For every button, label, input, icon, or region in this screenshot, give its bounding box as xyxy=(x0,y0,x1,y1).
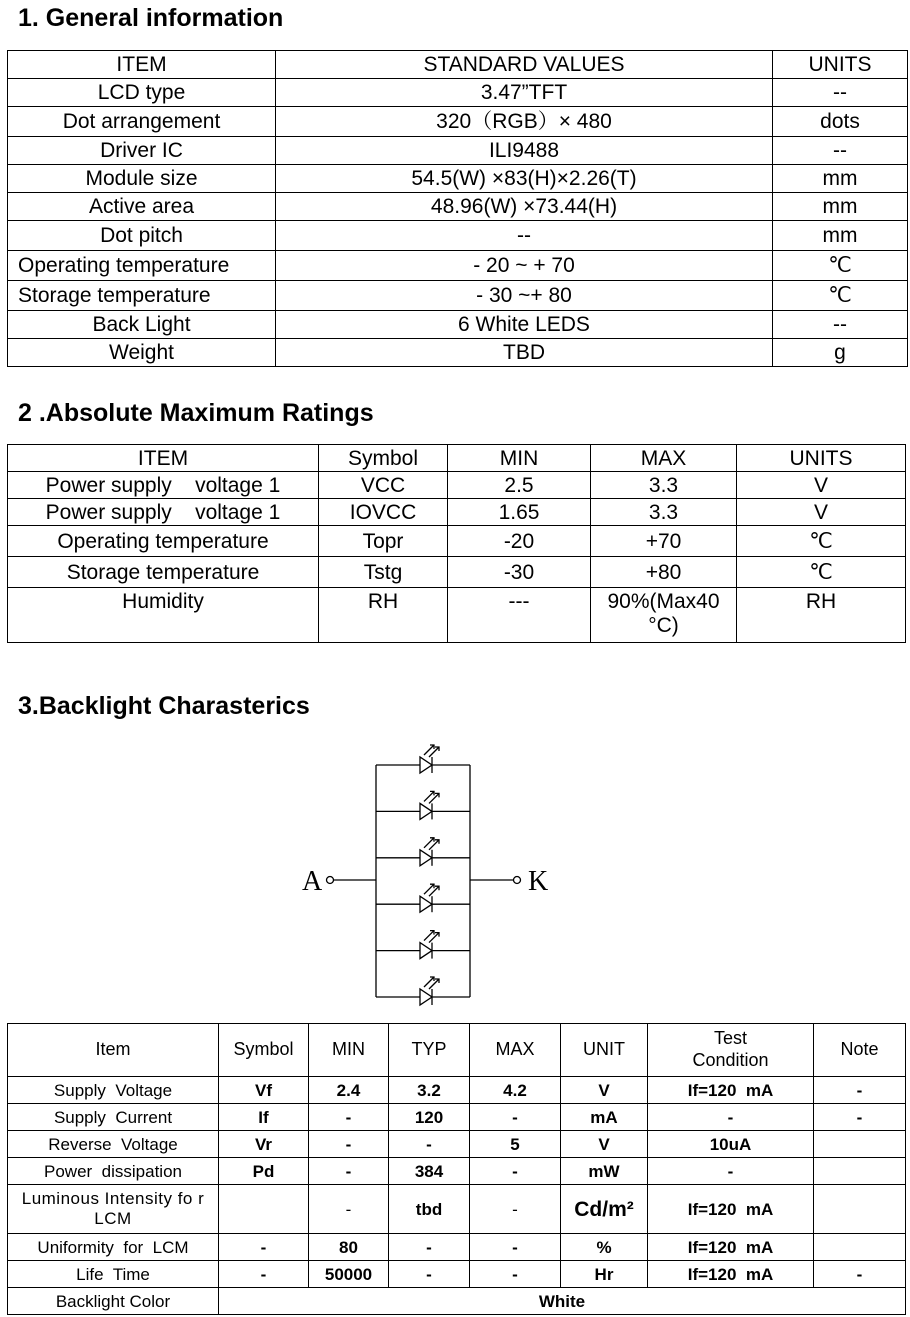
item-cell: Supply Voltage xyxy=(8,1077,219,1104)
section1-title: 1. General information xyxy=(18,4,284,32)
note-cell: - xyxy=(814,1261,906,1288)
item-cell: Storage temperature xyxy=(8,557,319,588)
symbol-cell: - xyxy=(219,1234,309,1261)
header-cell: UNITS xyxy=(773,51,908,79)
unit-cell: V xyxy=(737,499,906,526)
led-diode-icon xyxy=(420,989,432,1005)
condition-cell: If=120 mA xyxy=(648,1234,814,1261)
unit-cell: V xyxy=(561,1131,648,1158)
led-array xyxy=(376,745,470,1005)
typ-cell: - xyxy=(389,1131,470,1158)
item-cell: Back Light xyxy=(8,311,276,339)
table-row xyxy=(8,79,908,107)
item-cell: Driver IC xyxy=(8,137,276,165)
table-row xyxy=(8,1288,906,1315)
value-cell: - 20 ~ + 70 xyxy=(276,251,773,281)
item-cell: Life Time xyxy=(8,1261,219,1288)
header-cell: TYP xyxy=(389,1024,470,1077)
header-cell: MIN xyxy=(448,445,591,472)
symbol-cell: Topr xyxy=(319,526,448,557)
note-cell: - xyxy=(814,1077,906,1104)
min-cell: - xyxy=(309,1104,389,1131)
table-row xyxy=(8,1185,906,1234)
header-cell: Note xyxy=(814,1024,906,1077)
min-cell: 1.65 xyxy=(448,499,591,526)
item-cell: Weight xyxy=(8,339,276,367)
led-diode-icon xyxy=(420,803,432,819)
table-row xyxy=(8,526,906,557)
header-cell: MAX xyxy=(591,445,737,472)
max-cell: - xyxy=(470,1158,561,1185)
min-cell: 2.4 xyxy=(309,1077,389,1104)
table-row xyxy=(8,165,908,193)
value-cell: -- xyxy=(276,221,773,251)
max-cell: 4.2 xyxy=(470,1077,561,1104)
symbol-cell: IOVCC xyxy=(319,499,448,526)
value-cell: TBD xyxy=(276,339,773,367)
led-diode-icon xyxy=(420,850,432,866)
led-diode-icon xyxy=(420,896,432,912)
item-cell: Reverse Voltage xyxy=(8,1131,219,1158)
max-cell: - xyxy=(470,1261,561,1288)
unit-cell: g xyxy=(773,339,908,367)
unit-cell: ℃ xyxy=(737,526,906,557)
header-cell: Symbol xyxy=(219,1024,309,1077)
unit-cell: Cd/m² xyxy=(561,1185,648,1234)
unit-cell: Hr xyxy=(561,1261,648,1288)
symbol-cell: VCC xyxy=(319,472,448,499)
cathode-label: K xyxy=(528,866,549,897)
unit-cell: V xyxy=(561,1077,648,1104)
table-header-row xyxy=(8,1024,906,1077)
condition-cell: 10uA xyxy=(648,1131,814,1158)
unit-cell: mm xyxy=(773,165,908,193)
item-cell: Operating temperature xyxy=(8,526,319,557)
header-cell: MAX xyxy=(470,1024,561,1077)
item-cell: LCD type xyxy=(8,79,276,107)
table-header-row xyxy=(8,445,906,472)
symbol-cell: If xyxy=(219,1104,309,1131)
note-cell xyxy=(814,1131,906,1158)
table-row xyxy=(8,281,908,311)
min-cell: 80 xyxy=(309,1234,389,1261)
unit-cell: dots xyxy=(773,107,908,137)
symbol-cell: Vr xyxy=(219,1131,309,1158)
unit-cell: ℃ xyxy=(737,557,906,588)
condition-cell: - xyxy=(648,1104,814,1131)
table-row xyxy=(8,1261,906,1288)
item-cell: Power dissipation xyxy=(8,1158,219,1185)
backlight-circuit-diagram xyxy=(290,735,560,1010)
max-cell: - xyxy=(470,1104,561,1131)
symbol-cell: Tstg xyxy=(319,557,448,588)
symbol-cell: Pd xyxy=(219,1158,309,1185)
header-cell: Test Condition xyxy=(648,1024,814,1077)
table-row xyxy=(8,137,908,165)
table-row xyxy=(8,251,908,281)
max-cell: - xyxy=(470,1234,561,1261)
backlight-characteristics-table xyxy=(7,1023,906,1315)
min-cell: - xyxy=(309,1185,389,1234)
item-cell: Dot arrangement xyxy=(8,107,276,137)
max-cell: +70 xyxy=(591,526,737,557)
typ-cell: - xyxy=(389,1234,470,1261)
item-cell: Dot pitch xyxy=(8,221,276,251)
backlight-color-value: White xyxy=(219,1288,906,1315)
unit-cell: ℃ xyxy=(773,281,908,311)
item-cell: Humidity xyxy=(8,588,319,643)
anode-label: A xyxy=(302,866,323,897)
value-cell: ILI9488 xyxy=(276,137,773,165)
header-cell: Item xyxy=(8,1024,219,1077)
table-row xyxy=(8,499,906,526)
header-cell: UNIT xyxy=(561,1024,648,1077)
condition-cell: If=120 mA xyxy=(648,1185,814,1234)
unit-cell: mm xyxy=(773,193,908,221)
table-row xyxy=(8,588,906,643)
condition-cell: If=120 mA xyxy=(648,1077,814,1104)
wire-cathode xyxy=(470,877,521,884)
min-cell: - xyxy=(309,1131,389,1158)
wire-anode xyxy=(327,877,377,884)
led-diode-icon xyxy=(420,943,432,959)
value-cell: 6 White LEDS xyxy=(276,311,773,339)
item-cell: Luminous Intensity fo r LCM xyxy=(8,1185,219,1234)
table-row xyxy=(8,472,906,499)
header-cell: UNITS xyxy=(737,445,906,472)
unit-cell: -- xyxy=(773,311,908,339)
unit-cell: -- xyxy=(773,137,908,165)
symbol-cell: - xyxy=(219,1261,309,1288)
min-cell: 50000 xyxy=(309,1261,389,1288)
max-cell: 3.3 xyxy=(591,499,737,526)
table-row xyxy=(8,311,908,339)
general-info-table xyxy=(7,50,908,367)
max-cell: +80 xyxy=(591,557,737,588)
value-cell: 54.5(W) ×83(H)×2.26(T) xyxy=(276,165,773,193)
min-cell: - xyxy=(309,1158,389,1185)
header-cell: ITEM xyxy=(8,51,276,79)
table-row xyxy=(8,107,908,137)
note-cell xyxy=(814,1234,906,1261)
item-cell: Supply Current xyxy=(8,1104,219,1131)
unit-cell: V xyxy=(737,472,906,499)
led-diode-icon xyxy=(420,757,432,773)
max-cell: 90%(Max40 °C) xyxy=(591,588,737,643)
unit-cell: RH xyxy=(737,588,906,643)
typ-cell: - xyxy=(389,1261,470,1288)
typ-cell: 120 xyxy=(389,1104,470,1131)
item-cell: Power supply voltage 1 xyxy=(8,499,319,526)
unit-cell: -- xyxy=(773,79,908,107)
unit-cell: % xyxy=(561,1234,648,1261)
table-row xyxy=(8,221,908,251)
max-cell: 5 xyxy=(470,1131,561,1158)
table-header-row xyxy=(8,51,908,79)
item-cell: Operating temperature xyxy=(8,251,276,281)
unit-cell: mW xyxy=(561,1158,648,1185)
item-cell: Module size xyxy=(8,165,276,193)
item-cell: Power supply voltage 1 xyxy=(8,472,319,499)
symbol-cell: RH xyxy=(319,588,448,643)
condition-cell: - xyxy=(648,1158,814,1185)
max-cell: 3.3 xyxy=(591,472,737,499)
header-cell: MIN xyxy=(309,1024,389,1077)
typ-cell: 3.2 xyxy=(389,1077,470,1104)
condition-cell: If=120 mA xyxy=(648,1261,814,1288)
unit-cell: ℃ xyxy=(773,251,908,281)
table-row xyxy=(8,1158,906,1185)
note-cell xyxy=(814,1158,906,1185)
symbol-cell: Vf xyxy=(219,1077,309,1104)
value-cell: 3.47”TFT xyxy=(276,79,773,107)
symbol-cell xyxy=(219,1185,309,1234)
typ-cell: 384 xyxy=(389,1158,470,1185)
table-row xyxy=(8,1104,906,1131)
header-cell: STANDARD VALUES xyxy=(276,51,773,79)
value-cell: 48.96(W) ×73.44(H) xyxy=(276,193,773,221)
header-cell: Symbol xyxy=(319,445,448,472)
min-cell: -20 xyxy=(448,526,591,557)
unit-cell: mA xyxy=(561,1104,648,1131)
section2-title: 2 .Absolute Maximum Ratings xyxy=(18,399,374,427)
value-cell: - 30 ~+ 80 xyxy=(276,281,773,311)
max-cell: - xyxy=(470,1185,561,1234)
min-cell: --- xyxy=(448,588,591,643)
item-cell: Backlight Color xyxy=(8,1288,219,1315)
table-row xyxy=(8,1234,906,1261)
item-cell: Active area xyxy=(8,193,276,221)
section3-title: 3.Backlight Charasterics xyxy=(18,692,310,720)
table-row xyxy=(8,339,908,367)
absolute-max-ratings-table xyxy=(7,444,906,643)
table-row xyxy=(8,1131,906,1158)
item-cell: Uniformity for LCM xyxy=(8,1234,219,1261)
unit-cell: mm xyxy=(773,221,908,251)
table-row xyxy=(8,557,906,588)
table-row xyxy=(8,193,908,221)
note-cell xyxy=(814,1185,906,1234)
value-cell: 320（RGB）× 480 xyxy=(276,107,773,137)
min-cell: 2.5 xyxy=(448,472,591,499)
typ-cell: tbd xyxy=(389,1185,470,1234)
min-cell: -30 xyxy=(448,557,591,588)
item-cell: Storage temperature xyxy=(8,281,276,311)
table-row xyxy=(8,1077,906,1104)
note-cell: - xyxy=(814,1104,906,1131)
header-cell: ITEM xyxy=(8,445,319,472)
